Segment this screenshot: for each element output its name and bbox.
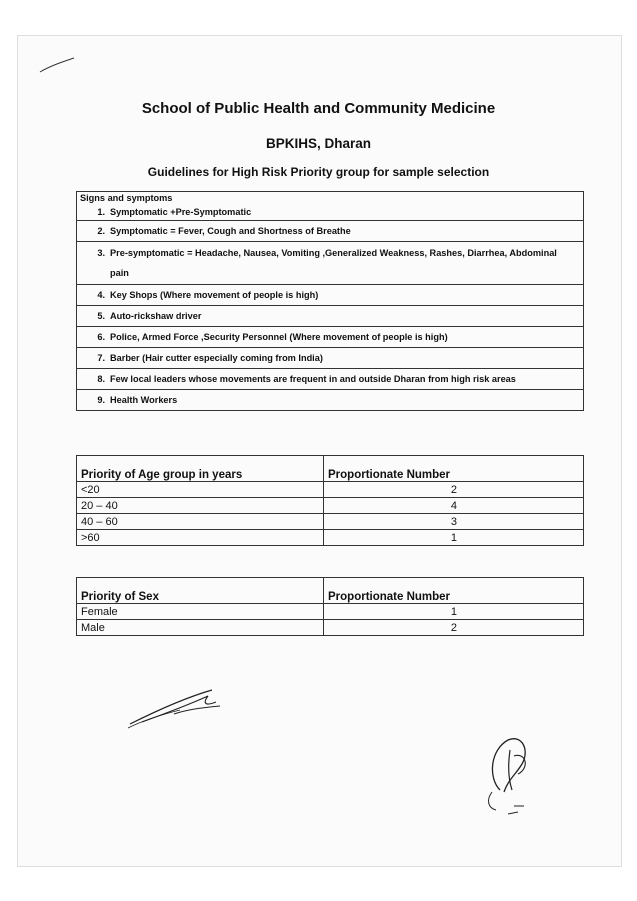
item-text: Symptomatic = Fever, Cough and Shortness of Breathe	[110, 226, 351, 236]
table-row	[77, 482, 584, 498]
table-header-row	[77, 578, 584, 604]
table-row	[77, 390, 584, 411]
item-number: 4.	[97, 290, 105, 300]
item-number: 2.	[97, 226, 105, 236]
item-number: 9.	[97, 395, 105, 405]
number-cell: 3	[324, 514, 584, 530]
item-number: 1.	[97, 206, 105, 217]
table-row	[77, 498, 584, 514]
table-row	[77, 348, 584, 369]
sex-cell: Male	[77, 620, 324, 636]
table-row	[77, 369, 584, 390]
number-column-header: Proportionate Number	[324, 578, 584, 604]
number-cell: 2	[324, 482, 584, 498]
number-cell: 2	[324, 620, 584, 636]
document-subtitle: Guidelines for High Risk Priority group for sample selection	[147, 165, 490, 179]
age-column-header: Priority of Age group in years	[77, 456, 324, 482]
sex-cell: Female	[77, 604, 324, 620]
document-title: School of Public Health and Community Medicine	[141, 100, 496, 117]
signature-right	[478, 730, 548, 822]
signs-table-heading: Signs and symptoms	[77, 192, 584, 204]
item-number: 7.	[97, 353, 105, 363]
item-text: Police, Armed Force ,Security Personnel (Where movement of people is high)	[110, 332, 448, 342]
item-text: Health Workers	[110, 395, 178, 405]
number-cell: 1	[324, 530, 584, 546]
item-text: Few local leaders whose movements are frequent in and outside Dharan from high risk areas	[110, 374, 516, 384]
item-number: 8.	[97, 374, 105, 384]
item-text: Auto-rickshaw driver	[110, 311, 202, 321]
table-header-row	[77, 456, 584, 482]
number-cell: 1	[324, 604, 584, 620]
item-text: Key Shops (Where movement of people is high)	[110, 290, 319, 300]
table-row	[77, 306, 584, 327]
table-row	[77, 604, 584, 620]
item-number: 5.	[97, 311, 105, 321]
pen-mark	[38, 56, 78, 76]
institution-name: BPKIHS, Dharan	[265, 136, 372, 151]
table-row	[77, 203, 584, 221]
age-group-cell: 20 – 40	[77, 498, 324, 514]
table-row	[77, 327, 584, 348]
table-row	[77, 285, 584, 306]
age-group-cell: 40 – 60	[77, 514, 324, 530]
number-column-header: Proportionate Number	[324, 456, 584, 482]
sex-column-header: Priority of Sex	[77, 578, 324, 604]
signs-symptoms-table	[76, 191, 584, 411]
item-text: Pre-symptomatic = Headache, Nausea, Vomiting ,Generalized Weakness, Rashes, Diarrhea, Abdominal pain	[110, 248, 557, 278]
age-group-cell: <20	[77, 482, 324, 498]
table-row	[77, 514, 584, 530]
table-row	[77, 530, 584, 546]
sex-priority-table	[76, 577, 584, 636]
number-cell: 4	[324, 498, 584, 514]
table-row	[77, 221, 584, 242]
item-number: 3.	[97, 248, 105, 258]
age-group-cell: >60	[77, 530, 324, 546]
table-row	[77, 620, 584, 636]
item-text: Symptomatic +Pre-Symptomatic	[110, 206, 252, 217]
item-text: Barber (Hair cutter especially coming from India)	[110, 353, 323, 363]
signature-left	[124, 684, 234, 730]
table-row	[77, 242, 584, 285]
age-priority-table	[76, 455, 584, 546]
item-number: 6.	[97, 332, 105, 342]
